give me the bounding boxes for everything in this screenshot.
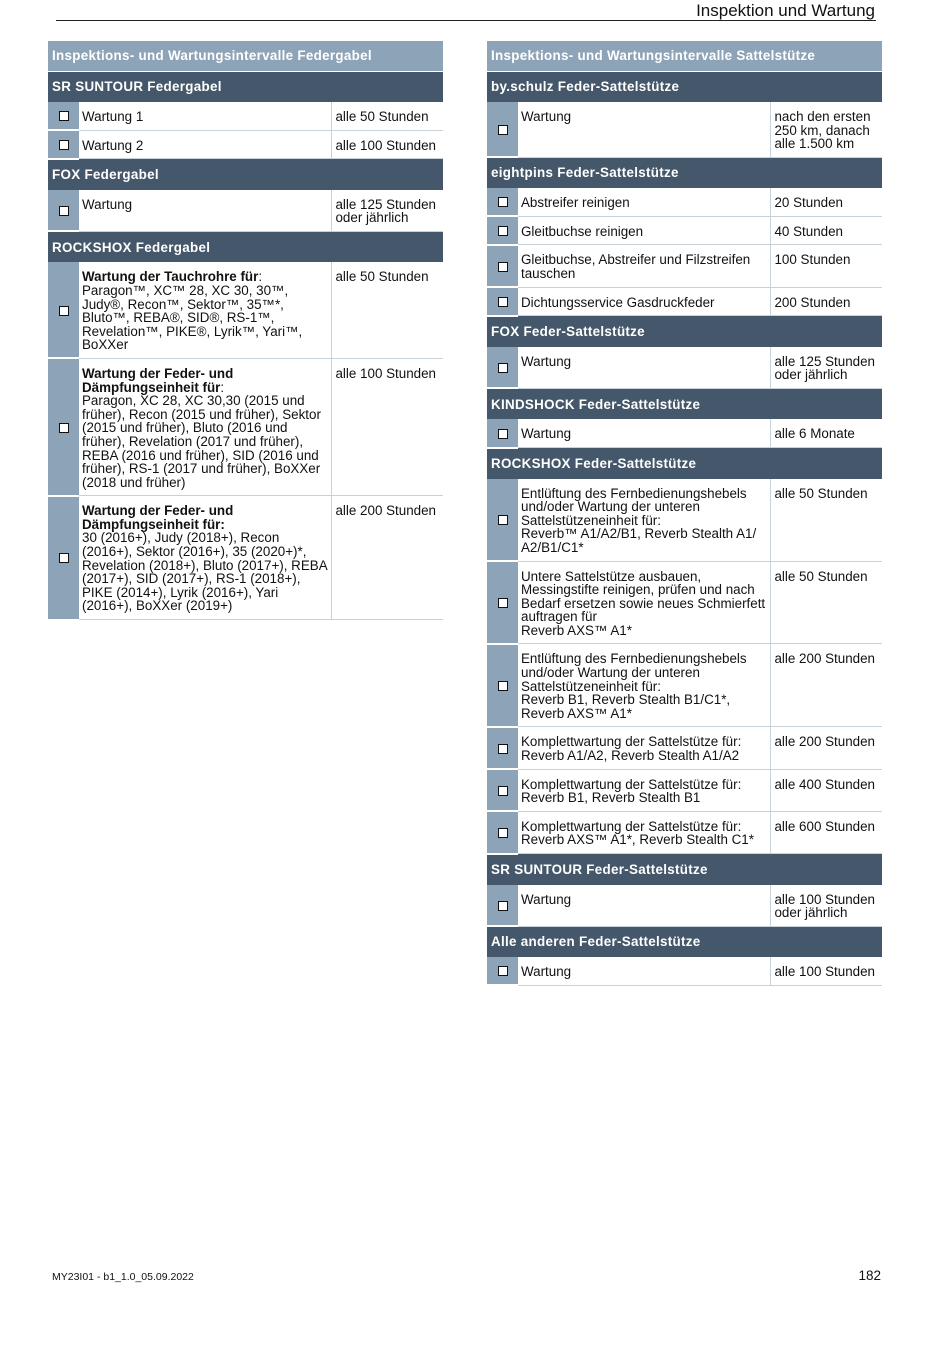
task-text: Gleitbuchse reinigen [521,223,644,239]
task-text: Komplettwartung der Sattelstütze für: Reverb B1, Reverb Stealth B1 [521,776,742,806]
task-text: Untere Sattelstütze ausbauen, Messingstifte reinigen, prüfen und nach Bedarf ersetzen sowie neues Schmierfett auftragen für Reverb AXS™ A1* [521,568,766,638]
section-header-row [487,157,882,188]
checkbox[interactable] [498,125,508,135]
table-row [48,130,443,159]
checkbox-cell [487,419,518,447]
fork-maintenance-table [48,41,443,621]
table-row [487,216,882,245]
section-title: eightpins Feder-Sattelstütze [487,157,882,188]
task-text: Wartung [82,196,133,212]
task-text: Abstreifer reinigen [521,195,630,211]
table-row [487,245,882,287]
task-cell [518,479,771,561]
table-row [487,769,882,811]
table-row [487,419,882,447]
section-title: Alle anderen Feder-Sattelstütze [487,926,882,957]
task-text: Entlüftung des Fernbedienungshebels und/oder Wartung der unteren Sattelstützeneinheit für: Reverb™ A1/A2/B1, Reverb Stealth A1/ A2/B1/C1* [521,485,757,555]
table-row [487,957,882,985]
checkbox-cell [487,216,518,245]
table-row [487,644,882,727]
task-cell [518,245,771,287]
task-text: Entlüftung des Fernbedienungshebels und/oder Wartung der unteren Sattelstützeneinheit für: Reverb B1, Reverb Stealth B1/C1*, Reverb AXS™ A1* [521,651,747,721]
task-text: Gleitbuchse, Abstreifer und Filzstreifen tauschen [521,252,751,282]
page-number: 182 [858,1268,881,1283]
task-text: : Paragon, XC 28, XC 30,30 (2015 und früher), Recon (2015 und früher), Sektor (2015 und früher), Bluto (2016 und früher), Revelation (2017 und früher), REBA (2016 und früher), SID (2016 und früher), RS-1 (2017 und früher), BoXXer (2018 und früher) [82,379,321,490]
checkbox[interactable] [498,197,508,207]
task-cell [518,347,771,389]
table-title-row [48,41,443,72]
table-row [48,496,443,620]
interval-cell: alle 200 Stunden [771,644,882,727]
checkbox-cell [487,188,518,216]
checkbox-cell [48,190,79,232]
task-text: 30 (2016+), Judy (2018+), Recon (2016+), Sektor (2016+), 35 (2020+)*, Revelation (2018+), Bluto (2017+), REBA (2017+), SID (2017+), RS-1 (2018+), PIKE (2014+), Lyrik (2016+), Yari (2016+), BoXXer (2019+) [82,530,327,614]
table-row [487,885,882,927]
interval-cell: 100 Stunden [771,245,882,287]
section-title: by.schulz Feder-Sattelstütze [487,72,882,103]
seatpost-maintenance-table [487,41,882,986]
checkbox-cell [487,561,518,644]
task-text: Wartung [521,353,572,369]
checkbox[interactable] [498,429,508,439]
table-title-row [487,41,882,72]
task-title: Wartung der Feder- und Dämpfungseinheit für: [82,503,234,532]
checkbox[interactable] [498,966,508,976]
task-cell [518,769,771,811]
task-cell [518,287,771,316]
checkbox[interactable] [59,111,69,121]
interval-cell: alle 50 Stunden [771,479,882,561]
checkbox[interactable] [498,262,508,272]
interval-cell: 20 Stunden [771,188,882,216]
task-title: Wartung der Tauchrohre für [82,269,259,285]
table-row [487,188,882,216]
task-cell [518,727,771,769]
table-row [487,811,882,853]
document-id: MY23I01 - b1_1.0_05.09.2022 [52,1271,194,1283]
checkbox[interactable] [59,423,69,433]
task-cell [518,216,771,245]
checkbox[interactable] [59,306,69,316]
table-row [487,102,882,157]
task-text: Wartung [521,426,572,442]
header-divider [56,20,876,21]
task-cell [79,102,332,130]
task-text: Wartung [521,109,572,124]
task-cell [79,130,332,159]
task-cell [518,885,771,927]
task-cell [79,262,332,358]
interval-cell: alle 125 Stunden oder jährlich [332,190,443,232]
checkbox[interactable] [59,140,69,150]
checkbox[interactable] [498,744,508,754]
interval-cell: alle 50 Stunden [332,102,443,130]
section-header-row [48,231,443,262]
interval-cell: nach den ersten 250 km, danach alle 1.500 km [771,102,882,157]
section-header-row [487,926,882,957]
section-title: FOX Federgabel [48,159,443,190]
table-row [487,479,882,561]
task-text: Wartung 2 [82,137,144,153]
section-header-row [48,72,443,103]
section-title: SR SUNTOUR Feder-Sattelstütze [487,854,882,885]
task-text: Komplettwartung der Sattelstütze für: Reverb AXS™ A1*, Reverb Stealth C1* [521,818,754,848]
table-row [487,347,882,389]
checkbox[interactable] [498,515,508,525]
task-title: Wartung der Feder- und Dämpfungseinheit für [82,365,234,395]
task-cell [518,811,771,853]
checkbox-cell [487,644,518,727]
checkbox[interactable] [59,553,69,563]
checkbox[interactable] [498,681,508,691]
section-header-row [48,159,443,190]
table-row [48,262,443,358]
section-title: ROCKSHOX Feder-Sattelstütze [487,448,882,479]
interval-cell: alle 600 Stunden [771,811,882,853]
checkbox-cell [48,358,79,495]
interval-cell: alle 125 Stunden oder jährlich [771,347,882,389]
interval-cell: alle 50 Stunden [771,561,882,644]
checkbox[interactable] [498,598,508,608]
checkbox[interactable] [498,786,508,796]
table-title: Inspektions- und Wartungsintervalle Sattelstütze [487,41,882,72]
table-row [487,287,882,316]
table-row [48,358,443,495]
table-row [48,102,443,130]
task-text: Komplettwartung der Sattelstütze für: Reverb A1/A2, Reverb Stealth A1/A2 [521,734,742,764]
task-text: Wartung 1 [82,109,144,124]
section-header-row [487,448,882,479]
section-header-row [487,388,882,419]
section-header-row [487,316,882,347]
task-cell [79,358,332,495]
maintenance-table [487,41,882,986]
table-row [48,190,443,232]
table-row [487,727,882,769]
task-cell [518,644,771,727]
checkbox[interactable] [498,226,508,236]
table-title: Inspektions- und Wartungsintervalle Federgabel [48,41,443,72]
interval-cell: alle 100 Stunden [332,130,443,159]
checkbox-cell [487,885,518,927]
checkbox-cell [487,811,518,853]
interval-cell: alle 100 Stunden [771,957,882,985]
checkbox-cell [487,245,518,287]
section-title: FOX Feder-Sattelstütze [487,316,882,347]
interval-cell: alle 100 Stunden oder jährlich [771,885,882,927]
task-cell [79,190,332,232]
checkbox[interactable] [498,828,508,838]
task-text: Wartung [521,891,572,907]
task-cell [518,188,771,216]
checkbox-cell [487,347,518,389]
interval-cell: alle 400 Stunden [771,769,882,811]
interval-cell: alle 100 Stunden [332,358,443,495]
task-text: Wartung [521,964,572,980]
task-cell [518,561,771,644]
section-title: ROCKSHOX Federgabel [48,231,443,262]
interval-cell: alle 200 Stunden [332,496,443,620]
checkbox-cell [487,479,518,561]
section-header-row [487,72,882,103]
checkbox[interactable] [59,206,69,216]
task-text: : Paragon™, XC™ 28, XC 30, 30™, Judy®, Recon™, Sektor™, 35™*, Bluto™, REBA®, SID®, RS-1™, Revelation™, PIKE®, Lyrik™, Yari™, BoXXer [82,269,303,353]
page-header-title: Inspektion und Wartung [696,1,875,20]
section-title: SR SUNTOUR Federgabel [48,72,443,103]
task-cell [518,102,771,157]
checkbox[interactable] [498,901,508,911]
checkbox[interactable] [498,297,508,307]
checkbox-cell [48,496,79,620]
checkbox-cell [487,102,518,157]
checkbox-cell [487,957,518,985]
section-header-row [487,854,882,885]
checkbox-cell [487,769,518,811]
interval-cell: 40 Stunden [771,216,882,245]
maintenance-table [48,41,443,621]
checkbox[interactable] [498,363,508,373]
table-row [487,561,882,644]
interval-cell: 200 Stunden [771,287,882,316]
task-cell [518,957,771,985]
task-cell [518,419,771,447]
checkbox-cell [48,262,79,358]
checkbox-cell [487,287,518,316]
task-cell [79,496,332,620]
interval-cell: alle 6 Monate [771,419,882,447]
checkbox-cell [487,727,518,769]
interval-cell: alle 200 Stunden [771,727,882,769]
checkbox-cell [48,130,79,159]
task-text: Dichtungsservice Gasdruckfeder [521,294,715,310]
checkbox-cell [48,102,79,130]
interval-cell: alle 50 Stunden [332,262,443,358]
section-title: KINDSHOCK Feder-Sattelstütze [487,388,882,419]
